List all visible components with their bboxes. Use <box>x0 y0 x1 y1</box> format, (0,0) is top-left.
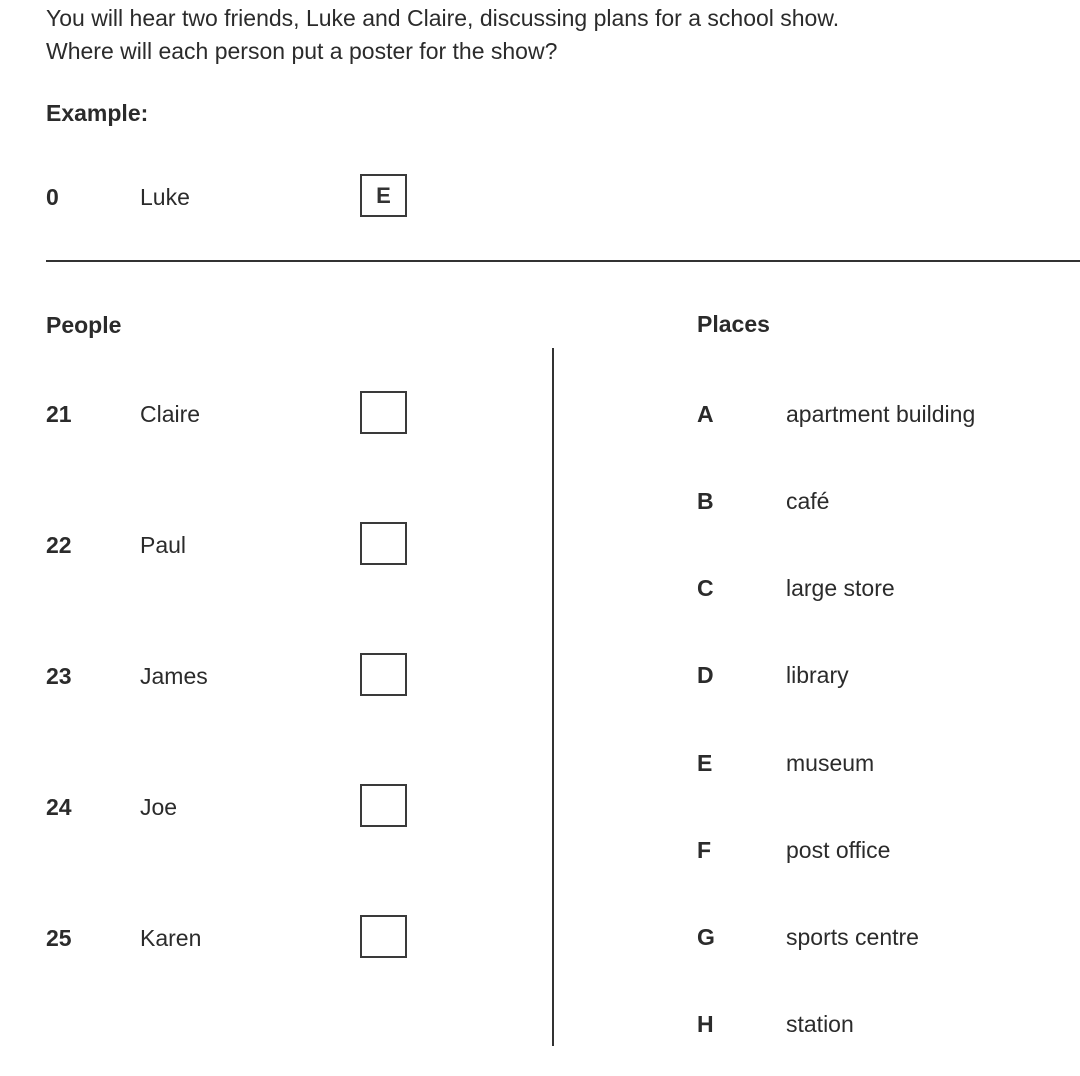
place-letter: B <box>697 488 714 514</box>
question-number: 25 <box>46 925 72 951</box>
answer-box[interactable] <box>360 522 407 565</box>
answer-box[interactable] <box>360 391 407 434</box>
place-letter: E <box>697 750 713 776</box>
places-heading: Places <box>697 311 770 337</box>
place-letter: G <box>697 924 715 950</box>
place-letter: F <box>697 837 712 863</box>
place-label: post office <box>786 837 891 863</box>
answer-box[interactable] <box>360 784 407 827</box>
person-name: James <box>140 663 208 689</box>
place-letter: C <box>697 575 714 601</box>
place-label: museum <box>786 750 875 776</box>
people-heading: People <box>46 312 122 338</box>
person-name: Joe <box>140 794 178 820</box>
place-label: station <box>786 1011 854 1037</box>
instruction-line-1: You will hear two friends, Luke and Claire, discussing plans for a school show. <box>46 5 840 31</box>
question-number: 21 <box>46 401 72 427</box>
example-name: Luke <box>140 184 190 210</box>
place-letter: A <box>697 401 714 427</box>
example-number: 0 <box>46 184 59 210</box>
example-answer-box: E <box>360 174 407 217</box>
answer-box[interactable] <box>360 653 407 696</box>
section-divider <box>46 260 1080 262</box>
place-letter: D <box>697 662 714 688</box>
person-name: Karen <box>140 925 202 951</box>
answer-box[interactable] <box>360 915 407 958</box>
person-name: Claire <box>140 401 201 427</box>
place-label: sports centre <box>786 924 919 950</box>
question-number: 24 <box>46 794 72 820</box>
place-label: library <box>786 662 849 688</box>
column-divider <box>552 348 554 1046</box>
person-name: Paul <box>140 532 187 558</box>
question-number: 23 <box>46 663 72 689</box>
place-label: large store <box>786 575 895 601</box>
instruction-line-2: Where will each person put a poster for the show? <box>46 38 558 64</box>
place-label: apartment building <box>786 401 976 427</box>
example-label: Example: <box>46 100 149 126</box>
question-number: 22 <box>46 532 72 558</box>
place-letter: H <box>697 1011 714 1037</box>
place-label: café <box>786 488 830 514</box>
